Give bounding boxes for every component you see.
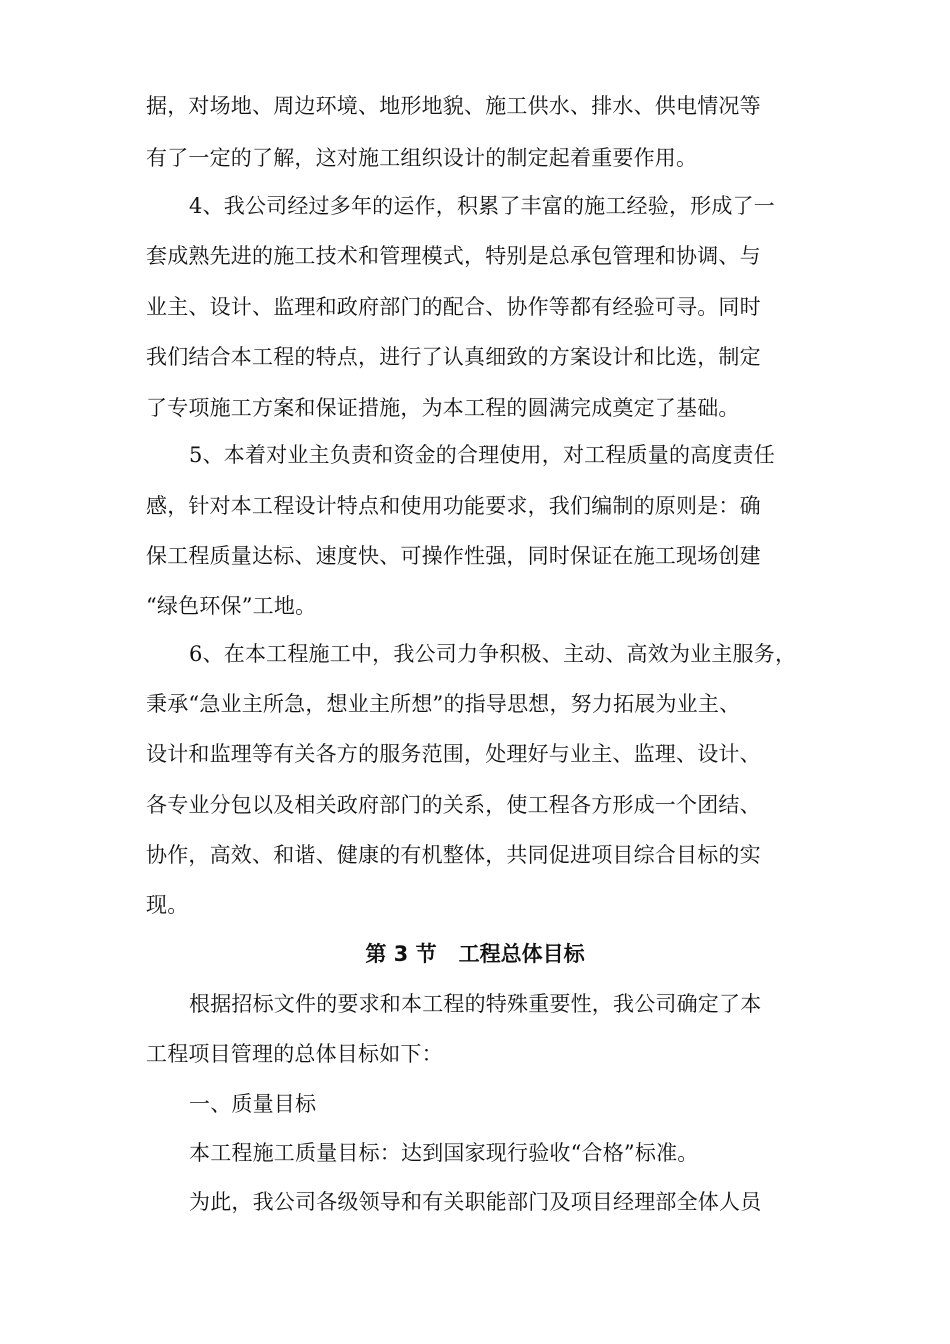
text-line: 我们结合本工程的特点，进行了认真细致的方案设计和比选，制定 (146, 345, 761, 369)
text-line: 协作，高效、和谐、健康的有机整体，共同促进项目综合目标的实 (146, 843, 761, 867)
section-number: 第 3 节 (365, 942, 437, 966)
text-line: 了专项施工方案和保证措施，为本工程的圆满完成奠定了基础。 (146, 396, 740, 420)
text-line: 秉承“急业主所急，想业主所想”的指导思想，努力拓展为业主、 (146, 692, 741, 716)
paragraph-start-line: 为此，我公司各级领导和有关职能部门及项目经理部全体人员 (189, 1190, 762, 1214)
text-line: 设计和监理等有关各方的服务范围，处理好与业主、监理、设计、 (146, 742, 761, 766)
paragraph-start-line: 6、在本工程施工中，我公司力争积极、主动、高效为业主服务， (189, 642, 797, 666)
section-title: 工程总体目标 (458, 942, 585, 966)
text-line: 套成熟先进的施工技术和管理模式，特别是总承包管理和协调、与 (146, 244, 761, 268)
paragraph-start-line: 本工程施工质量目标：达到国家现行验收“合格”标准。 (189, 1141, 699, 1165)
paragraph-start-line: 4、我公司经过多年的运作，积累了丰富的施工经验，形成了一 (189, 194, 775, 218)
subheading-line: 一、质量目标 (189, 1092, 317, 1116)
paragraph-start-line: 5、本着对业主负责和资金的合理使用，对工程质量的高度责任 (189, 443, 775, 467)
text-line: 业主、设计、监理和政府部门的配合、协作等都有经验可寻。同时 (146, 295, 761, 319)
text-line: 各专业分包以及相关政府部门的关系，使工程各方形成一个团结、 (146, 793, 761, 817)
text-line: 据，对场地、周边环境、地形地貌、施工供水、排水、供电情况等 (146, 94, 761, 118)
text-line: 有了一定的了解，这对施工组织设计的制定起着重要作用。 (146, 146, 698, 170)
text-line: 感，针对本工程设计特点和使用功能要求，我们编制的原则是：确 (146, 494, 761, 518)
text-line: 现。 (146, 893, 189, 917)
section-heading (0, 940, 950, 968)
text-line: “绿色环保”工地。 (146, 594, 317, 618)
paragraph-start-line: 根据招标文件的要求和本工程的特殊重要性，我公司确定了本 (189, 992, 762, 1016)
text-line: 保工程质量达标、速度快、可操作性强，同时保证在施工现场创建 (146, 544, 761, 568)
text-line: 工程项目管理的总体目标如下： (146, 1042, 443, 1066)
